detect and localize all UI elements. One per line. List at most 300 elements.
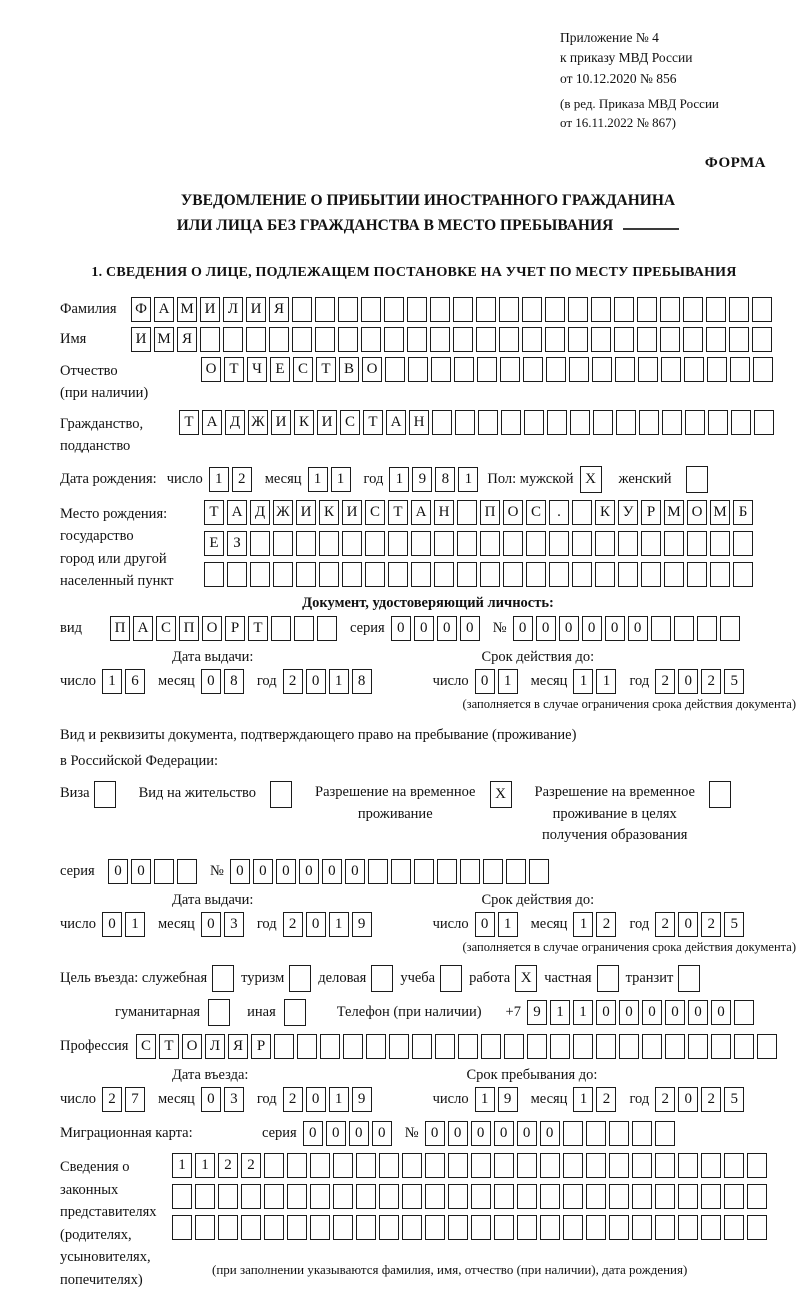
form-cell[interactable]: [402, 1153, 422, 1178]
form-cell[interactable]: [614, 297, 634, 322]
form-cell[interactable]: 3: [224, 1087, 244, 1112]
form-cell[interactable]: [678, 1215, 698, 1240]
form-cell[interactable]: 0: [460, 616, 480, 641]
form-cell[interactable]: [227, 562, 247, 587]
form-cell[interactable]: [731, 410, 751, 435]
form-cell[interactable]: С: [526, 500, 546, 525]
checkbox-cell[interactable]: X: [490, 781, 512, 808]
checkbox-cell[interactable]: [371, 965, 393, 992]
form-cell[interactable]: А: [386, 410, 406, 435]
form-cell[interactable]: 0: [475, 669, 495, 694]
form-cell[interactable]: [241, 1184, 261, 1209]
form-cell[interactable]: 8: [352, 669, 372, 694]
form-cell[interactable]: [596, 1034, 616, 1059]
form-cell[interactable]: [563, 1215, 583, 1240]
form-cell[interactable]: [711, 1034, 731, 1059]
form-cell[interactable]: [524, 410, 544, 435]
form-cell[interactable]: Н: [409, 410, 429, 435]
form-cell[interactable]: Л: [205, 1034, 225, 1059]
form-cell[interactable]: 0: [201, 912, 221, 937]
form-cell[interactable]: [526, 531, 546, 556]
form-cell[interactable]: И: [317, 410, 337, 435]
form-cell[interactable]: [529, 859, 549, 884]
form-cell[interactable]: 1: [102, 669, 122, 694]
form-cell[interactable]: [685, 410, 705, 435]
form-cell[interactable]: [246, 327, 266, 352]
form-cell[interactable]: [662, 410, 682, 435]
form-cell[interactable]: 7: [125, 1087, 145, 1112]
form-cell[interactable]: Н: [434, 500, 454, 525]
form-cell[interactable]: [563, 1121, 583, 1146]
form-cell[interactable]: 0: [475, 912, 495, 937]
form-cell[interactable]: [250, 562, 270, 587]
form-cell[interactable]: [292, 327, 312, 352]
form-cell[interactable]: [752, 327, 772, 352]
form-cell[interactable]: [591, 297, 611, 322]
form-cell[interactable]: 1: [498, 669, 518, 694]
form-cell[interactable]: М: [664, 500, 684, 525]
form-cell[interactable]: 9: [352, 1087, 372, 1112]
form-cell[interactable]: [481, 1034, 501, 1059]
form-cell[interactable]: [593, 410, 613, 435]
form-cell[interactable]: Д: [250, 500, 270, 525]
form-cell[interactable]: [294, 616, 314, 641]
form-cell[interactable]: [549, 562, 569, 587]
form-cell[interactable]: [747, 1184, 767, 1209]
form-cell[interactable]: [641, 531, 661, 556]
form-cell[interactable]: [453, 297, 473, 322]
form-cell[interactable]: [687, 562, 707, 587]
form-cell[interactable]: [411, 531, 431, 556]
form-cell[interactable]: [568, 327, 588, 352]
form-cell[interactable]: 2: [283, 669, 303, 694]
form-cell[interactable]: [333, 1153, 353, 1178]
form-cell[interactable]: [641, 562, 661, 587]
form-cell[interactable]: [550, 1034, 570, 1059]
form-cell[interactable]: [402, 1184, 422, 1209]
form-cell[interactable]: Я: [177, 327, 197, 352]
form-cell[interactable]: 1: [550, 1000, 570, 1025]
form-cell[interactable]: [172, 1184, 192, 1209]
form-cell[interactable]: [361, 297, 381, 322]
form-cell[interactable]: 1: [331, 467, 351, 492]
form-cell[interactable]: Т: [159, 1034, 179, 1059]
form-cell[interactable]: 0: [517, 1121, 537, 1146]
form-cell[interactable]: [586, 1121, 606, 1146]
form-cell[interactable]: Д: [225, 410, 245, 435]
form-cell[interactable]: [454, 357, 474, 382]
form-cell[interactable]: [517, 1215, 537, 1240]
form-cell[interactable]: [540, 1184, 560, 1209]
form-cell[interactable]: Я: [269, 297, 289, 322]
form-cell[interactable]: 0: [619, 1000, 639, 1025]
form-cell[interactable]: 1: [573, 912, 593, 937]
form-cell[interactable]: О: [362, 357, 382, 382]
form-cell[interactable]: 0: [559, 616, 579, 641]
form-cell[interactable]: М: [177, 297, 197, 322]
form-cell[interactable]: [455, 410, 475, 435]
form-cell[interactable]: [729, 297, 749, 322]
checkbox-cell[interactable]: [270, 781, 292, 808]
form-cell[interactable]: 0: [582, 616, 602, 641]
form-cell[interactable]: [333, 1215, 353, 1240]
form-cell[interactable]: [549, 531, 569, 556]
form-cell[interactable]: 0: [711, 1000, 731, 1025]
form-cell[interactable]: [434, 531, 454, 556]
form-cell[interactable]: [609, 1153, 629, 1178]
form-cell[interactable]: [697, 616, 717, 641]
form-cell[interactable]: 0: [326, 1121, 346, 1146]
form-cell[interactable]: М: [710, 500, 730, 525]
form-cell[interactable]: И: [200, 297, 220, 322]
form-cell[interactable]: 2: [596, 1087, 616, 1112]
form-cell[interactable]: [271, 616, 291, 641]
form-cell[interactable]: [296, 531, 316, 556]
form-cell[interactable]: Т: [248, 616, 268, 641]
form-cell[interactable]: [338, 297, 358, 322]
form-cell[interactable]: [480, 562, 500, 587]
form-cell[interactable]: Т: [316, 357, 336, 382]
form-cell[interactable]: Я: [228, 1034, 248, 1059]
form-cell[interactable]: [522, 327, 542, 352]
checkbox-cell[interactable]: [284, 999, 306, 1026]
form-cell[interactable]: 1: [389, 467, 409, 492]
form-cell[interactable]: [503, 562, 523, 587]
form-cell[interactable]: Ч: [247, 357, 267, 382]
form-cell[interactable]: [632, 1184, 652, 1209]
form-cell[interactable]: [506, 859, 526, 884]
form-cell[interactable]: [319, 531, 339, 556]
form-cell[interactable]: [660, 297, 680, 322]
form-cell[interactable]: [638, 357, 658, 382]
form-cell[interactable]: [545, 297, 565, 322]
form-cell[interactable]: [379, 1215, 399, 1240]
form-cell[interactable]: [320, 1034, 340, 1059]
form-cell[interactable]: С: [136, 1034, 156, 1059]
form-cell[interactable]: [729, 327, 749, 352]
form-cell[interactable]: [389, 1034, 409, 1059]
form-cell[interactable]: [384, 327, 404, 352]
form-cell[interactable]: [747, 1215, 767, 1240]
form-cell[interactable]: [310, 1184, 330, 1209]
form-cell[interactable]: Ж: [273, 500, 293, 525]
form-cell[interactable]: [563, 1153, 583, 1178]
form-cell[interactable]: [471, 1153, 491, 1178]
form-cell[interactable]: [733, 531, 753, 556]
form-cell[interactable]: Т: [388, 500, 408, 525]
form-cell[interactable]: В: [339, 357, 359, 382]
form-cell[interactable]: Б: [733, 500, 753, 525]
form-cell[interactable]: [563, 1184, 583, 1209]
form-cell[interactable]: [701, 1184, 721, 1209]
form-cell[interactable]: [379, 1153, 399, 1178]
form-cell[interactable]: П: [480, 500, 500, 525]
checkbox-cell[interactable]: [289, 965, 311, 992]
form-cell[interactable]: [570, 410, 590, 435]
form-cell[interactable]: [274, 1034, 294, 1059]
form-cell[interactable]: И: [246, 297, 266, 322]
form-cell[interactable]: [338, 327, 358, 352]
form-cell[interactable]: [754, 410, 774, 435]
form-cell[interactable]: [615, 357, 635, 382]
form-cell[interactable]: С: [156, 616, 176, 641]
form-cell[interactable]: 0: [108, 859, 128, 884]
form-cell[interactable]: 0: [349, 1121, 369, 1146]
form-cell[interactable]: [618, 531, 638, 556]
form-cell[interactable]: [273, 562, 293, 587]
form-cell[interactable]: [573, 1034, 593, 1059]
form-cell[interactable]: 9: [352, 912, 372, 937]
form-cell[interactable]: К: [319, 500, 339, 525]
form-cell[interactable]: [430, 297, 450, 322]
form-cell[interactable]: [701, 1153, 721, 1178]
form-cell[interactable]: [724, 1215, 744, 1240]
form-cell[interactable]: [655, 1215, 675, 1240]
form-cell[interactable]: [651, 616, 671, 641]
form-cell[interactable]: [591, 327, 611, 352]
form-cell[interactable]: И: [296, 500, 316, 525]
form-cell[interactable]: [757, 1034, 777, 1059]
form-cell[interactable]: [412, 1034, 432, 1059]
form-cell[interactable]: О: [201, 357, 221, 382]
form-cell[interactable]: 0: [678, 669, 698, 694]
form-cell[interactable]: Ф: [131, 297, 151, 322]
form-cell[interactable]: А: [411, 500, 431, 525]
form-cell[interactable]: 0: [391, 616, 411, 641]
form-cell[interactable]: [752, 297, 772, 322]
form-cell[interactable]: У: [618, 500, 638, 525]
form-cell[interactable]: 0: [448, 1121, 468, 1146]
form-cell[interactable]: П: [179, 616, 199, 641]
form-cell[interactable]: [687, 531, 707, 556]
form-cell[interactable]: 0: [494, 1121, 514, 1146]
form-cell[interactable]: [720, 616, 740, 641]
form-cell[interactable]: [264, 1153, 284, 1178]
form-cell[interactable]: [430, 327, 450, 352]
form-cell[interactable]: 0: [540, 1121, 560, 1146]
form-cell[interactable]: 0: [102, 912, 122, 937]
form-cell[interactable]: [642, 1034, 662, 1059]
form-cell[interactable]: 1: [209, 467, 229, 492]
form-cell[interactable]: [655, 1184, 675, 1209]
form-cell[interactable]: А: [227, 500, 247, 525]
form-cell[interactable]: [619, 1034, 639, 1059]
form-cell[interactable]: [264, 1184, 284, 1209]
form-cell[interactable]: [385, 357, 405, 382]
form-cell[interactable]: [218, 1215, 238, 1240]
form-cell[interactable]: 0: [665, 1000, 685, 1025]
form-cell[interactable]: 9: [527, 1000, 547, 1025]
form-cell[interactable]: [388, 531, 408, 556]
form-cell[interactable]: [365, 531, 385, 556]
form-cell[interactable]: [241, 1215, 261, 1240]
form-cell[interactable]: 0: [372, 1121, 392, 1146]
form-cell[interactable]: 1: [308, 467, 328, 492]
form-cell[interactable]: [753, 357, 773, 382]
form-cell[interactable]: [437, 859, 457, 884]
form-cell[interactable]: 0: [201, 669, 221, 694]
form-cell[interactable]: 0: [688, 1000, 708, 1025]
form-cell[interactable]: [637, 297, 657, 322]
checkbox-cell[interactable]: [94, 781, 116, 808]
form-cell[interactable]: [223, 327, 243, 352]
form-cell[interactable]: [683, 297, 703, 322]
form-cell[interactable]: 2: [655, 1087, 675, 1112]
form-cell[interactable]: [315, 327, 335, 352]
form-cell[interactable]: 5: [724, 669, 744, 694]
form-cell[interactable]: З: [227, 531, 247, 556]
form-cell[interactable]: [250, 531, 270, 556]
form-cell[interactable]: 5: [724, 912, 744, 937]
form-cell[interactable]: [458, 1034, 478, 1059]
form-cell[interactable]: Р: [225, 616, 245, 641]
form-cell[interactable]: 0: [299, 859, 319, 884]
form-cell[interactable]: [545, 327, 565, 352]
form-cell[interactable]: [517, 1184, 537, 1209]
form-cell[interactable]: [688, 1034, 708, 1059]
form-cell[interactable]: [435, 1034, 455, 1059]
form-cell[interactable]: [586, 1215, 606, 1240]
form-cell[interactable]: [368, 859, 388, 884]
form-cell[interactable]: [425, 1215, 445, 1240]
form-cell[interactable]: П: [110, 616, 130, 641]
form-cell[interactable]: [609, 1121, 629, 1146]
form-cell[interactable]: 0: [642, 1000, 662, 1025]
form-cell[interactable]: 0: [596, 1000, 616, 1025]
form-cell[interactable]: 1: [458, 467, 478, 492]
form-cell[interactable]: [660, 327, 680, 352]
form-cell[interactable]: 2: [701, 1087, 721, 1112]
form-cell[interactable]: [665, 1034, 685, 1059]
form-cell[interactable]: [710, 562, 730, 587]
form-cell[interactable]: 0: [437, 616, 457, 641]
form-cell[interactable]: [734, 1034, 754, 1059]
form-cell[interactable]: 1: [573, 1000, 593, 1025]
form-cell[interactable]: [448, 1184, 468, 1209]
form-cell[interactable]: [297, 1034, 317, 1059]
form-cell[interactable]: Е: [270, 357, 290, 382]
form-cell[interactable]: 0: [605, 616, 625, 641]
form-cell[interactable]: 0: [678, 1087, 698, 1112]
form-cell[interactable]: 0: [322, 859, 342, 884]
form-cell[interactable]: [632, 1121, 652, 1146]
form-cell[interactable]: [540, 1215, 560, 1240]
form-cell[interactable]: [471, 1215, 491, 1240]
form-cell[interactable]: [432, 410, 452, 435]
form-cell[interactable]: 2: [102, 1087, 122, 1112]
checkbox-cell[interactable]: X: [580, 466, 602, 493]
form-cell[interactable]: [287, 1215, 307, 1240]
form-cell[interactable]: [609, 1215, 629, 1240]
form-cell[interactable]: [411, 562, 431, 587]
form-cell[interactable]: 6: [125, 669, 145, 694]
form-cell[interactable]: [366, 1034, 386, 1059]
form-cell[interactable]: 0: [513, 616, 533, 641]
form-cell[interactable]: [616, 410, 636, 435]
form-cell[interactable]: 1: [596, 669, 616, 694]
form-cell[interactable]: С: [340, 410, 360, 435]
form-cell[interactable]: [655, 1121, 675, 1146]
form-cell[interactable]: [639, 410, 659, 435]
form-cell[interactable]: [172, 1215, 192, 1240]
form-cell[interactable]: 0: [425, 1121, 445, 1146]
form-cell[interactable]: [356, 1215, 376, 1240]
form-cell[interactable]: [684, 357, 704, 382]
form-cell[interactable]: [701, 1215, 721, 1240]
form-cell[interactable]: И: [342, 500, 362, 525]
form-cell[interactable]: [614, 327, 634, 352]
form-cell[interactable]: [708, 410, 728, 435]
form-cell[interactable]: [296, 562, 316, 587]
form-cell[interactable]: [177, 859, 197, 884]
form-cell[interactable]: [431, 357, 451, 382]
form-cell[interactable]: 2: [701, 912, 721, 937]
form-cell[interactable]: 0: [306, 669, 326, 694]
form-cell[interactable]: [747, 1153, 767, 1178]
form-cell[interactable]: 1: [573, 1087, 593, 1112]
form-cell[interactable]: [664, 562, 684, 587]
form-cell[interactable]: К: [595, 500, 615, 525]
form-cell[interactable]: [661, 357, 681, 382]
form-cell[interactable]: [517, 1153, 537, 1178]
form-cell[interactable]: [500, 357, 520, 382]
form-cell[interactable]: И: [131, 327, 151, 352]
form-cell[interactable]: 0: [253, 859, 273, 884]
form-cell[interactable]: 8: [435, 467, 455, 492]
form-cell[interactable]: [425, 1153, 445, 1178]
form-cell[interactable]: [586, 1153, 606, 1178]
form-cell[interactable]: Т: [204, 500, 224, 525]
form-cell[interactable]: .: [549, 500, 569, 525]
form-cell[interactable]: 0: [414, 616, 434, 641]
form-cell[interactable]: О: [503, 500, 523, 525]
form-cell[interactable]: Л: [223, 297, 243, 322]
form-cell[interactable]: [407, 297, 427, 322]
form-cell[interactable]: [310, 1215, 330, 1240]
form-cell[interactable]: [457, 562, 477, 587]
form-cell[interactable]: О: [687, 500, 707, 525]
form-cell[interactable]: [494, 1153, 514, 1178]
form-cell[interactable]: С: [293, 357, 313, 382]
form-cell[interactable]: И: [271, 410, 291, 435]
form-cell[interactable]: 0: [276, 859, 296, 884]
form-cell[interactable]: [618, 562, 638, 587]
form-cell[interactable]: [595, 531, 615, 556]
form-cell[interactable]: 0: [306, 1087, 326, 1112]
checkbox-cell[interactable]: X: [515, 965, 537, 992]
form-cell[interactable]: [494, 1215, 514, 1240]
form-cell[interactable]: [499, 297, 519, 322]
form-cell[interactable]: Е: [204, 531, 224, 556]
form-cell[interactable]: 1: [329, 1087, 349, 1112]
form-cell[interactable]: [707, 357, 727, 382]
form-cell[interactable]: [706, 327, 726, 352]
form-cell[interactable]: [569, 357, 589, 382]
form-cell[interactable]: [365, 562, 385, 587]
form-cell[interactable]: [637, 327, 657, 352]
checkbox-cell[interactable]: [709, 781, 731, 808]
form-cell[interactable]: 1: [573, 669, 593, 694]
form-cell[interactable]: 1: [195, 1153, 215, 1178]
checkbox-cell[interactable]: [686, 466, 708, 493]
form-cell[interactable]: [379, 1184, 399, 1209]
form-cell[interactable]: [572, 531, 592, 556]
form-cell[interactable]: [540, 1153, 560, 1178]
form-cell[interactable]: 0: [471, 1121, 491, 1146]
form-cell[interactable]: 2: [655, 669, 675, 694]
form-cell[interactable]: [476, 297, 496, 322]
form-cell[interactable]: 2: [241, 1153, 261, 1178]
